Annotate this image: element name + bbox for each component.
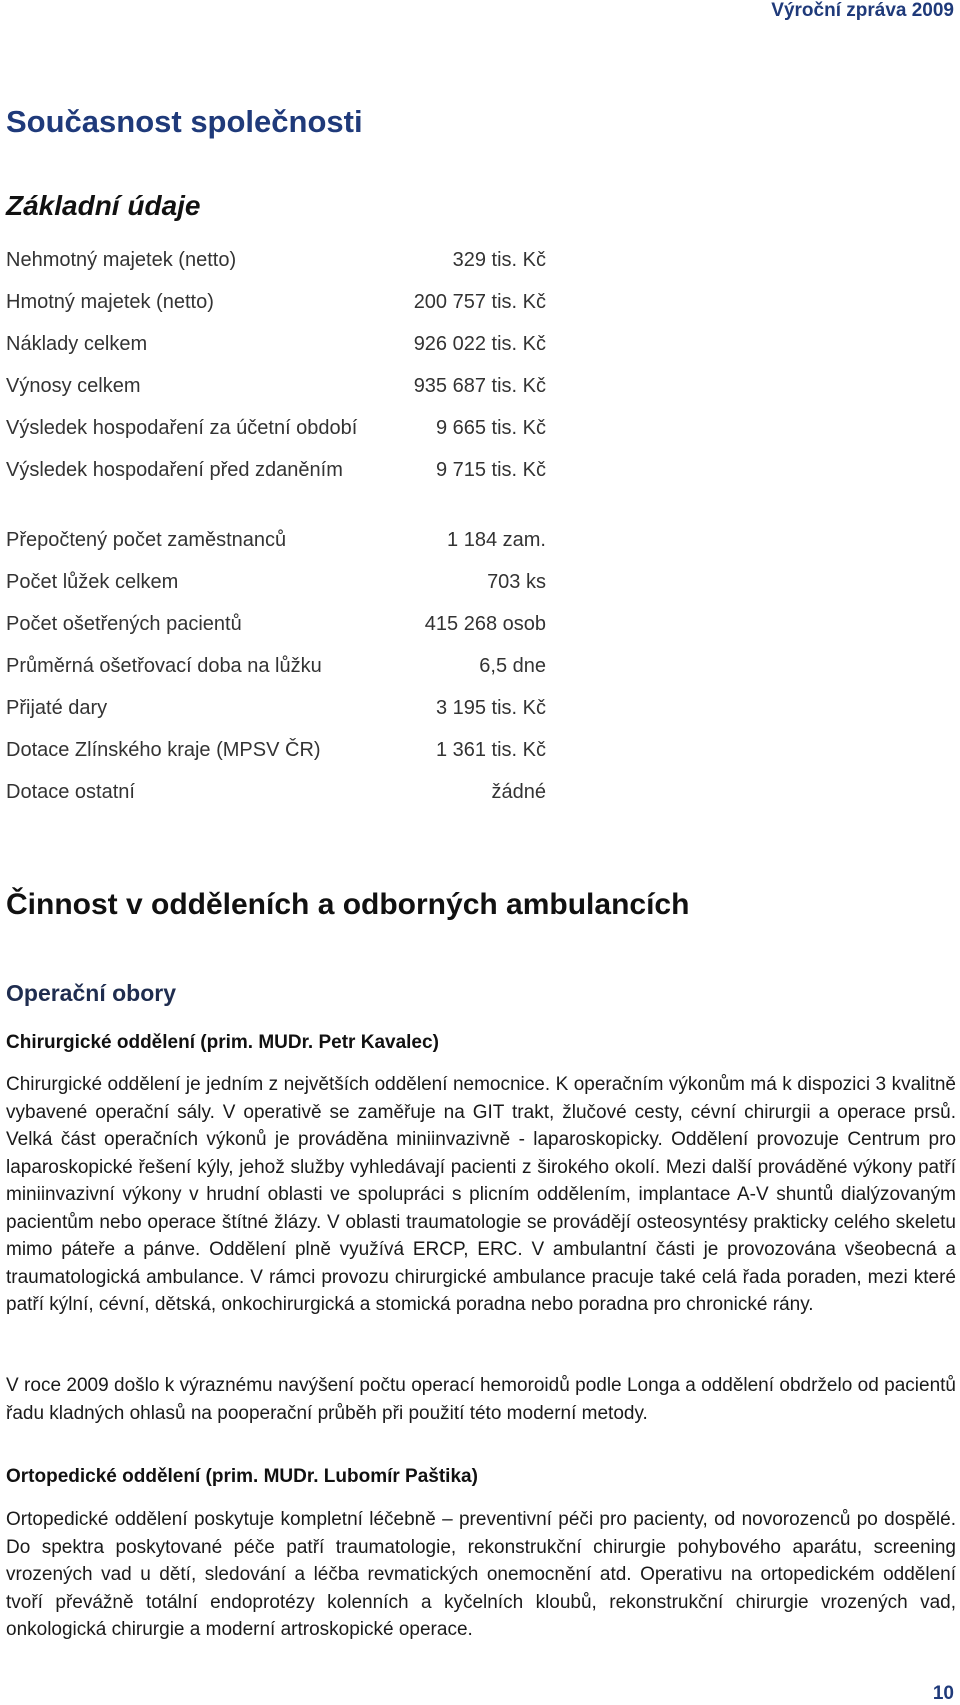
- row-label: Dotace ostatní: [6, 781, 135, 803]
- page-number: 10: [932, 1683, 954, 1704]
- section-title: Současnost společnosti: [6, 104, 363, 139]
- operative-title: Operační obory: [6, 980, 176, 1006]
- financials-table: [6, 250, 546, 502]
- row-label: Počet ošetřených pacientů: [6, 613, 242, 635]
- row-label: Nehmotný majetek (netto): [6, 249, 237, 271]
- data-row: [6, 740, 546, 782]
- operations-table: [6, 530, 546, 824]
- data-row: [6, 530, 546, 572]
- row-value: 200 757 tis. Kč: [413, 291, 546, 313]
- row-value: 703 ks: [487, 571, 546, 593]
- basic-data-title: Základní údaje: [6, 190, 201, 221]
- row-label: Výnosy celkem: [6, 375, 141, 397]
- surgery-heading: Chirurgické oddělení (prim. MUDr. Petr Kavalec): [6, 1032, 439, 1053]
- row-label: Dotace Zlínského kraje (MPSV ČR): [6, 739, 321, 761]
- data-row: [6, 782, 546, 824]
- activity-title: Činnost v odděleních a odborných ambulancích: [6, 888, 690, 921]
- surgery-paragraph-2: V roce 2009 došlo k výraznému navýšení počtu operací hemoroidů podle Longa a oddělení obdrželo od pacientů řadu kladných ohlasů na pooperační průběh při použití této moderní metody.: [6, 1375, 956, 1424]
- data-row: [6, 656, 546, 698]
- orthopedics-heading: Ortopedické oddělení (prim. MUDr. Lubomír Paštika): [6, 1466, 478, 1487]
- row-label: Hmotný majetek (netto): [6, 291, 214, 313]
- row-value: 329 tis. Kč: [452, 249, 546, 271]
- row-label: Počet lůžek celkem: [6, 571, 179, 593]
- row-label: Výsledek hospodaření před zdaněním: [6, 459, 343, 481]
- data-row: [6, 292, 546, 334]
- data-row: [6, 698, 546, 740]
- row-label: Výsledek hospodaření za účetní období: [6, 417, 358, 439]
- row-value: 3 195 tis. Kč: [435, 697, 546, 719]
- data-row: [6, 572, 546, 614]
- row-value: 926 022 tis. Kč: [413, 333, 546, 355]
- row-label: Náklady celkem: [6, 333, 148, 355]
- row-value: 1 361 tis. Kč: [435, 739, 546, 761]
- row-value: 415 268 osob: [424, 613, 546, 635]
- data-row: [6, 376, 546, 418]
- row-value: 1 184 zam.: [447, 529, 546, 551]
- data-row: [6, 460, 546, 502]
- row-label: Přijaté dary: [6, 697, 108, 719]
- surgery-paragraph-1: Chirurgické oddělení je jedním z největších oddělení nemocnice. K operačním výkonům má k dispozici 3 kvalitně vybavené operační sály. V operativě se zaměřuje na GIT trakt, žlučové cesty, cévní chirurgii a operace prsů. Velká část operačních výkonů je prováděna miniinvazivně - laparoskopicky. Oddělení provozuje Centrum pro laparoskopické řešení kýly, jehož služby vyhledávají pacienti z širokého okolí. Mezi další prováděné výkony patří miniinvazivní výkony v hrudní oblasti ve spolupráci s plicním oddělením, implantace A-V shuntů dialýzovaným pacientům nebo operace štítné žlázy. V oblasti traumatologie se provádějí osteosyntésy prakticky celého skeletu mimo páteře a pánve. Oddělení plně využívá ERCP, ERC. V ambulantní části je provozována všeobecná a traumatologická ambulance. V rámci provozu chirurgické ambulance pracuje také celá řada poraden, mezi které patří kýlní, cévní, dětská, onkochirurgická a stomická poradna nebo poradna pro chronické rány.: [6, 1074, 956, 1315]
- data-row: [6, 418, 546, 460]
- data-row: [6, 250, 546, 292]
- orthopedics-paragraph-1: Ortopedické oddělení poskytuje kompletní léčebně – preventivní péči pro pacienty, od novorozenců po dospělé. Do spektra poskytované péče patří traumatologie, rekonstrukční chirurgie pohybového aparátu, screening vrozených vad u dětí, sledování a léčba revmatických onemocnění atd. Operativu na ortopedickém oddělení tvoří převážně totální endoprotézy kolenních a kyčelních kloubů, rekonstrukční chirurgie vrozených vad, onkologická chirurgie a moderní artroskopické operace.: [6, 1509, 956, 1640]
- row-value: 935 687 tis. Kč: [413, 375, 546, 397]
- row-label: Průměrná ošetřovací doba na lůžku: [6, 655, 322, 677]
- report-header: Výroční zpráva 2009: [771, 0, 954, 21]
- row-label: Přepočtený počet zaměstnanců: [6, 529, 287, 551]
- row-value: 9 715 tis. Kč: [435, 459, 546, 481]
- data-row: [6, 334, 546, 376]
- row-value: 9 665 tis. Kč: [435, 417, 546, 439]
- data-row: [6, 614, 546, 656]
- row-value: žádné: [491, 781, 546, 803]
- row-value: 6,5 dne: [479, 655, 546, 677]
